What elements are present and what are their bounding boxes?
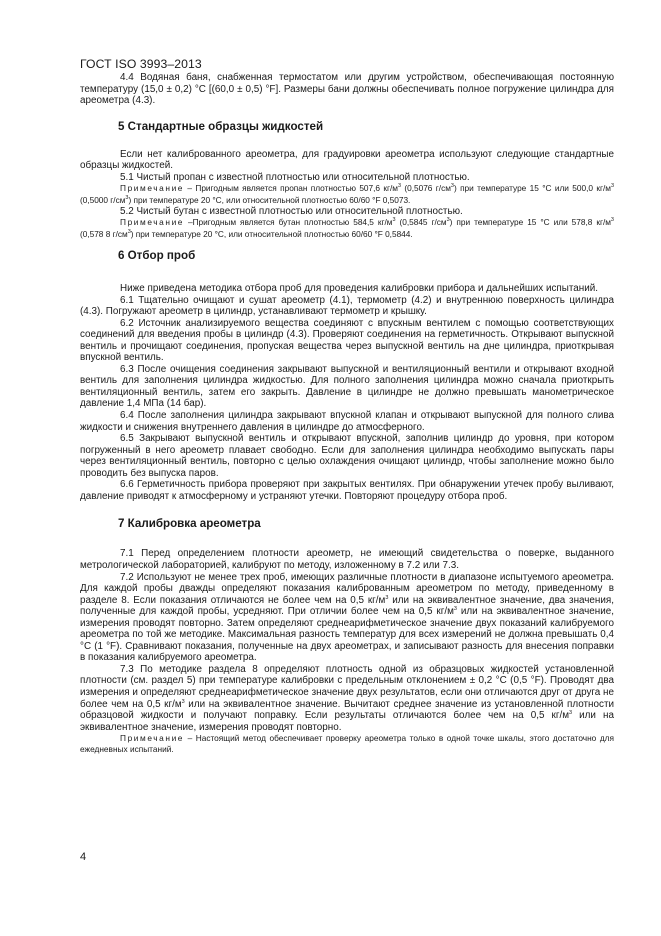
paragraph-4-4: 4.4 Водяная баня, снабженная термостатом или другим устройством, обеспечивающая постоянную температуру (15,0 ± 0,2) °С [(60,0 ± 0,5) °F]. Размеры бани должны обеспечивать полное погружение цилиндра для ареометра (4.3). bbox=[80, 72, 614, 107]
paragraph-6-2: 6.2 Источник анализируемого вещества соединяют с впускным вентилем с помощью соответствующих соединений для введения пробы в цилиндр (4.3). Проверяют соединения на герметичность. Открывают выпускной вентиль и прочищают соединения, пропуская вещества через выпускной вентиль на дне цилиндра, приоткрывая впускной вентиль. bbox=[80, 317, 614, 364]
paragraph-6-4: 6.4 После заполнения цилиндра закрывают впускной клапан и открывают выпускной для полного слива жидкости и снижения внутреннего давления в цилиндре до атмосферного. bbox=[80, 410, 614, 433]
note-label: Примечание bbox=[120, 183, 185, 194]
paragraph-7-1: 7.1 Перед определением плотности ареометр, не имеющий свидетельства о поверке, выданного метрологической лабораторией, калибруют по методу, изложенному в 7.2 или 7.3. bbox=[80, 548, 614, 571]
paragraph-6-3: 6.3 После очищения соединения закрывают выпускной и вентиляционный вентили и открывают входной вентиль для заполнения цилиндра жидкостью. Для полного заполнения цилиндра можно сначала приоткрыть вентиляционный вентиль, затем его закрыть. Давление в цилиндре не должно превышать манометрическое давление 1,4 МПа (14 бар). bbox=[80, 363, 614, 410]
page-header-doc-id: ГОСТ ISO 3993–2013 bbox=[80, 57, 202, 71]
paragraph-5-2: 5.2 Чистый бутан с известной плотностью или относительной плотностью. bbox=[120, 205, 463, 217]
paragraph-6-6: 6.6 Герметичность прибора проверяют при закрытых вентилях. При обнаружении утечек пробу выливают, давление приводят к атмосферному и устраняют утечки. Повторяют процедуру отбора проб. bbox=[80, 479, 614, 502]
paragraph-7-3: 7.3 По методике раздела 8 определяют плотность одной из образцовых жидкостей установленной плотности (см. раздел 5) при температуре калибровки с предельным отклонением ± 0,2 °С (0,5 °F). Проводят два измерения и определяют среднеарифметическое значение двух результатов, если они отличаются друг от друга не более чем на 0,5 $кг/м^3$ или на эквивалентное значение. Вычитают среднее значение из установленной плотности образцовой жидкости и получают поправку. Если результаты отличаются более чем на 0,5 $кг/м^3$ или на эквивалентное значение, измерения проводят повторно. bbox=[80, 663, 614, 733]
section-6-intro: Ниже приведена методика отбора проб для проведения калибровки прибора и дальнейших испытаний. bbox=[120, 283, 599, 295]
note-label: Примечание bbox=[120, 733, 185, 744]
section-5-heading: 5 Стандартные образцы жидкостей bbox=[118, 119, 324, 133]
note-label: Примечание bbox=[120, 217, 185, 228]
paragraph-5-1: 5.1 Чистый пропан с известной плотностью или относительной плотностью. bbox=[120, 171, 470, 183]
document-body bbox=[80, 72, 614, 756]
note-7: Примечание – Настоящий метод обеспечивает проверку ареометра только в одной точке шкалы, этого достаточно для ежедневных испытаний. bbox=[80, 733, 614, 755]
paragraph-6-1: 6.1 Тщательно очищают и сушат ареометр (4.1), термометр (4.2) и внутреннюю поверхность цилиндра (4.3). Погружают ареометр в цилиндр, устанавливают термометр и крышку. bbox=[80, 294, 614, 318]
section-7-heading: 7 Калибровка ареометра bbox=[118, 517, 261, 531]
paragraph-6-5: 6.5 Закрывают выпускной вентиль и открывают впускной, заполнив цилиндр до уровня, при котором погруженный в него ареометр плавает свободно. Если для заполнения цилиндра необходимо выпускать пары через вентиляционный вентиль, повторно с целью охлаждения очищают цилиндр, чтобы заполнение можно было проводить без выпуска паров. bbox=[80, 433, 614, 479]
note-5-2: Примечание –Пригодным является бутан плотностью 584,5 $кг/м^3$ (0,5845 $г/см^3$) при температуре 15 °С или 578,8 $кг/м^3$ (0,578 8 $г/см^3$) при температуре 20 °С, или относительной плотностью 60/60 °F 0,5844. bbox=[80, 217, 614, 239]
section-5-intro: Если нет калиброванного ареометра, для градуировки ареометра используют следующие стандартные образцы жидкостей. bbox=[80, 148, 614, 172]
note-5-1: Примечание – Пригодным является пропан плотностью 507,6 $кг/м^3$ (0,5076 $г/см^3$) при температуре 15 °С или 500,0 $кг/м^3$ (0,5000 $г/см^3$) при температуре 20 °С, или относительной плотностью 60/60 °F 0,5073. bbox=[80, 183, 614, 205]
paragraph-7-2: 7.2 Используют не менее трех проб, имеющих различные плотности в диапазоне испытуемого ареометра. Для каждой пробы дважды определяют показания калиброванным ареометром по методу, приведенному в разделе 8. Если показания отличаются не более чем на 0,5 $кг/м^3$ или на эквивалентное значение, два значения, полученные для каждой пробы, усредняют. При отличии более чем на 0,5 $кг/м^3$ или на эквивалентное значение, измерения проводят повторно. Затем определяют среднеарифметическое значение двух показаний калибруемого ареометра по той же методике. Максимальная разность температур для всех измерений не должна превышать 0,4 °С (1 °F). Сравнивают показания, полученные на двух ареометрах, и записывают разность для внесения поправки в показания калибруемого ареометра. bbox=[80, 571, 614, 664]
section-6-heading: 6 Отбор проб bbox=[118, 249, 196, 263]
page-number: 4 bbox=[80, 851, 87, 863]
